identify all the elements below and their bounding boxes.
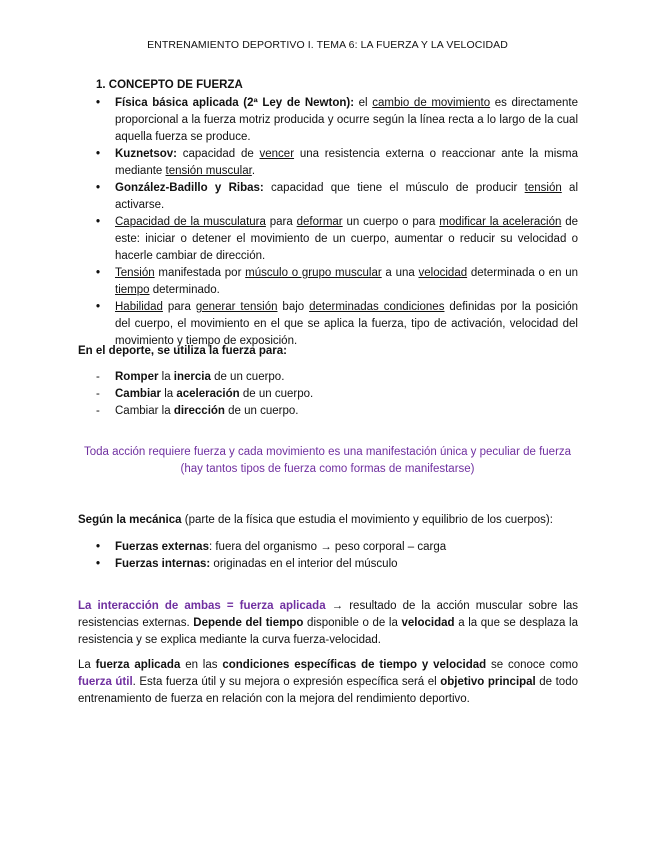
bullet-icon: •	[96, 541, 101, 553]
arrow-right-icon: →	[331, 600, 344, 612]
list-item: • Fuerzas internas: originadas en el interior del músculo	[96, 556, 578, 573]
list-item: • Tensión manifestada por músculo o grupo muscular a una velocidad determinada o en un tiempo determinado.	[96, 267, 578, 296]
bullet-icon: •	[96, 97, 101, 109]
deporte-list	[96, 369, 556, 420]
final-paragraph: La fuerza aplicada en las condiciones específicas de tiempo y velocidad se conoce como fuerza útil. Esta fuerza útil y su mejora o expresión específica será el objetivo principal de todo entrenamiento de fuerza en relación con la mejora del rendimiento deportivo.	[78, 659, 578, 705]
mecanica-list	[96, 539, 578, 573]
bullet-icon: •	[96, 182, 101, 194]
bullet-icon: •	[96, 558, 101, 570]
list-item: • Capacidad de la musculatura para deformar un cuerpo o para modificar la aceleración de este: iniciar o detener el movimiento de un cuerpo, aumentar o reducir su velocidad o hacerle cambiar de dirección.	[96, 216, 578, 262]
list-item: • Habilidad para generar tensión bajo determinadas condiciones definidas por la posición del cuerpo, el movimiento en el que se aplica la fuerza, tipo de activación, velocidad del movimiento y tiempo de exposición.	[96, 301, 578, 347]
highlight-quote: Toda acción requiere fuerza y cada movimiento es una manifestación única y peculiar de fuerza (hay tantos tipos de fuerza como formas de manifestarse)	[83, 446, 572, 475]
list-item: • Física básica aplicada (2ª Ley de Newton): el cambio de movimiento es directamente proporcional a la fuerza motriz producida y ocurre según la línea recta a lo largo de la cual aquella fuerza se produce.	[96, 97, 579, 143]
list-item: - Cambiar la dirección de un cuerpo.	[96, 403, 556, 420]
bullet-icon: •	[96, 216, 101, 228]
dash-icon: -	[96, 405, 100, 417]
list-item: • González-Badillo y Ribas: capacidad que tiene el músculo de producir tensión al activarse.	[96, 182, 578, 211]
dash-icon: -	[96, 371, 100, 383]
deporte-intro: En el deporte, se utiliza la fuerza para:	[78, 345, 287, 357]
list-item: - Romper la inercia de un cuerpo.	[96, 369, 556, 386]
bullet-icon: •	[96, 267, 101, 279]
mecanica-intro: Según la mecánica (parte de la física que estudia el movimiento y equilibrio de los cuerpos):	[78, 514, 553, 526]
dash-icon: -	[96, 388, 100, 400]
bullet-icon: •	[96, 148, 101, 160]
list-item: - Cambiar la aceleración de un cuerpo.	[96, 386, 556, 403]
list-item: • Kuznetsov: capacidad de vencer una resistencia externa o reaccionar ante la misma mediante tensión muscular.	[96, 148, 578, 177]
header-title: ENTRENAMIENTO DEPORTIVO I. TEMA 6: LA FUERZA Y LA VELOCIDAD	[147, 39, 508, 51]
section-title: 1. CONCEPTO DE FUERZA	[96, 79, 243, 91]
page-header	[0, 39, 655, 51]
concept-list	[96, 95, 578, 350]
interaccion-paragraph: La interacción de ambas = fuerza aplicada → resultado de la acción muscular sobre las resistencias externas. Depende del tiempo disponible o de la velocidad a la que se desplaza la resistencia y se explica mediante la curva fuerza-velocidad.	[78, 600, 578, 646]
bullet-icon: •	[96, 301, 101, 313]
list-item: • Fuerzas externas: fuera del organismo → peso corporal – carga	[96, 539, 578, 556]
arrow-right-icon: →	[320, 541, 332, 553]
